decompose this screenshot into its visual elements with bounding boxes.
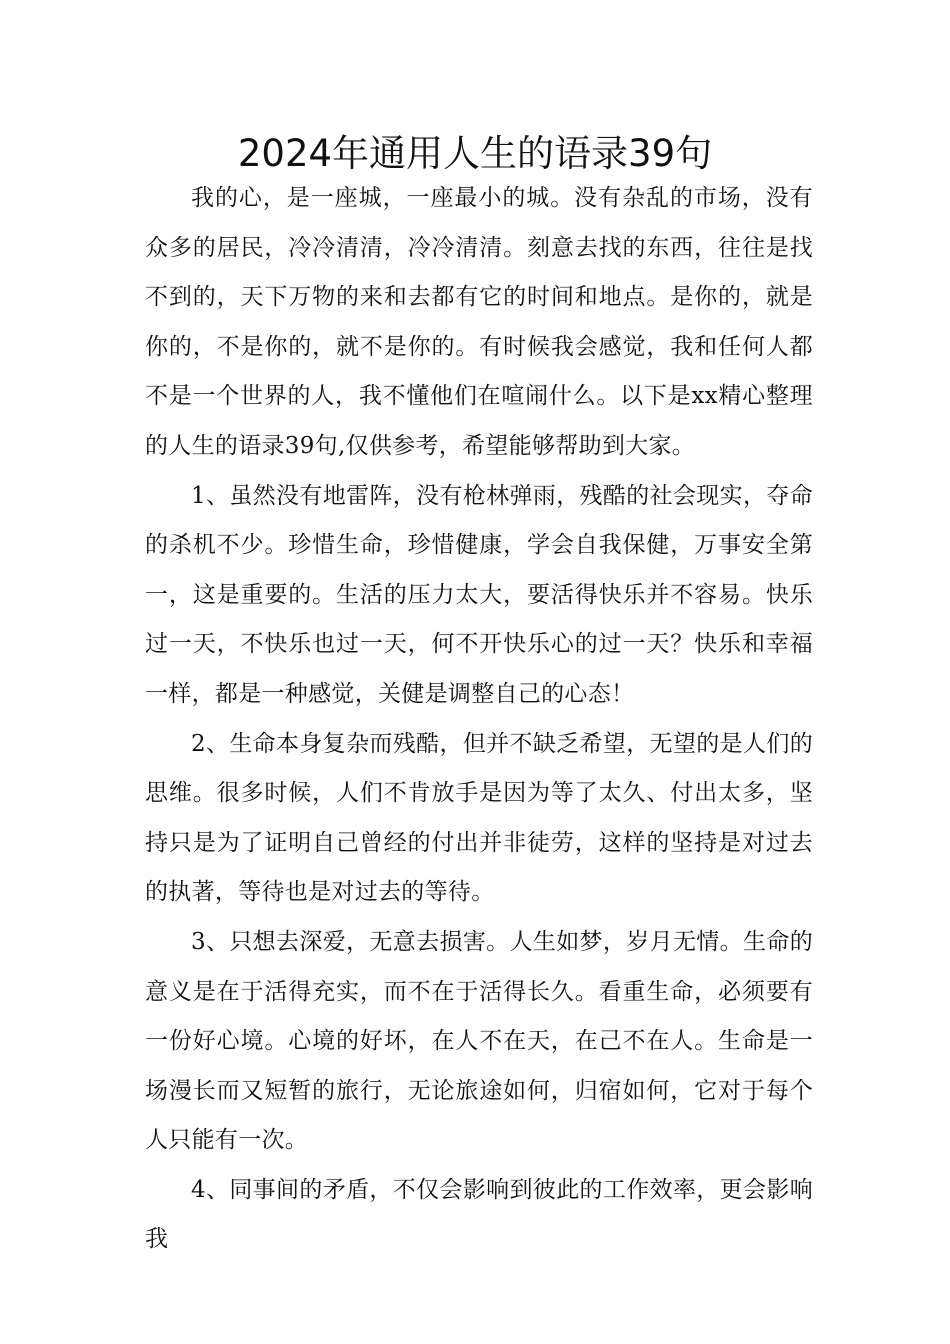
paragraph-quote-2: 2、生命本身复杂而残酷，但并不缺乏希望，无望的是人们的思维。很多时候，人们不肯放手是因为等了太久、付出太多，坚持只是为了证明自己曾经的付出并非徒劳，这样的坚持是对过去的执著，等待也是对过去的等待。	[145, 730, 813, 906]
paragraph-quote-3: 3、只想去深爱，无意去损害。人生如梦，岁月无情。生命的意义是在于活得充实，而不在于活得长久。看重生命，必须要有一份好心境。心境的好坏，在人不在天，在己不在人。生命是一场漫长而又短暂的旅行，无论旅途如何，归宿如何，它对于每个人只能有一次。	[145, 928, 813, 1154]
document-title: 2024年通用人生的语录39句	[237, 132, 713, 175]
paragraph-intro: 我的心，是一座城，一座最小的城。没有杂乱的市场，没有众多的居民，冷冷清清，冷冷清清。刻意去找的东西，往往是找不到的，天下万物的来和去都有它的时间和地点。是你的，就是你的，不是你的，就不是你的。有时候我会感觉，我和任何人都不是一个世界的人，我不懂他们在喧闹什么。以下是xx精心整理的人生的语录39句,仅供参考，希望能够帮助到大家。	[145, 185, 813, 459]
document-body	[145, 174, 813, 1265]
paragraph-quote-1: 1、虽然没有地雷阵，没有枪林弹雨，残酷的社会现实，夺命的杀机不少。珍惜生命，珍惜健康，学会自我保健，万事安全第一，这是重要的。生活的压力太大，要活得快乐并不容易。快乐过一天，不快乐也过一天，何不开快乐心的过一天？快乐和幸福一样，都是一种感觉，关健是调整自己的心态！	[145, 482, 813, 707]
paragraph-quote-4: 4、同事间的矛盾，不仅会影响到彼此的工作效率，更会影响我	[145, 1176, 813, 1253]
